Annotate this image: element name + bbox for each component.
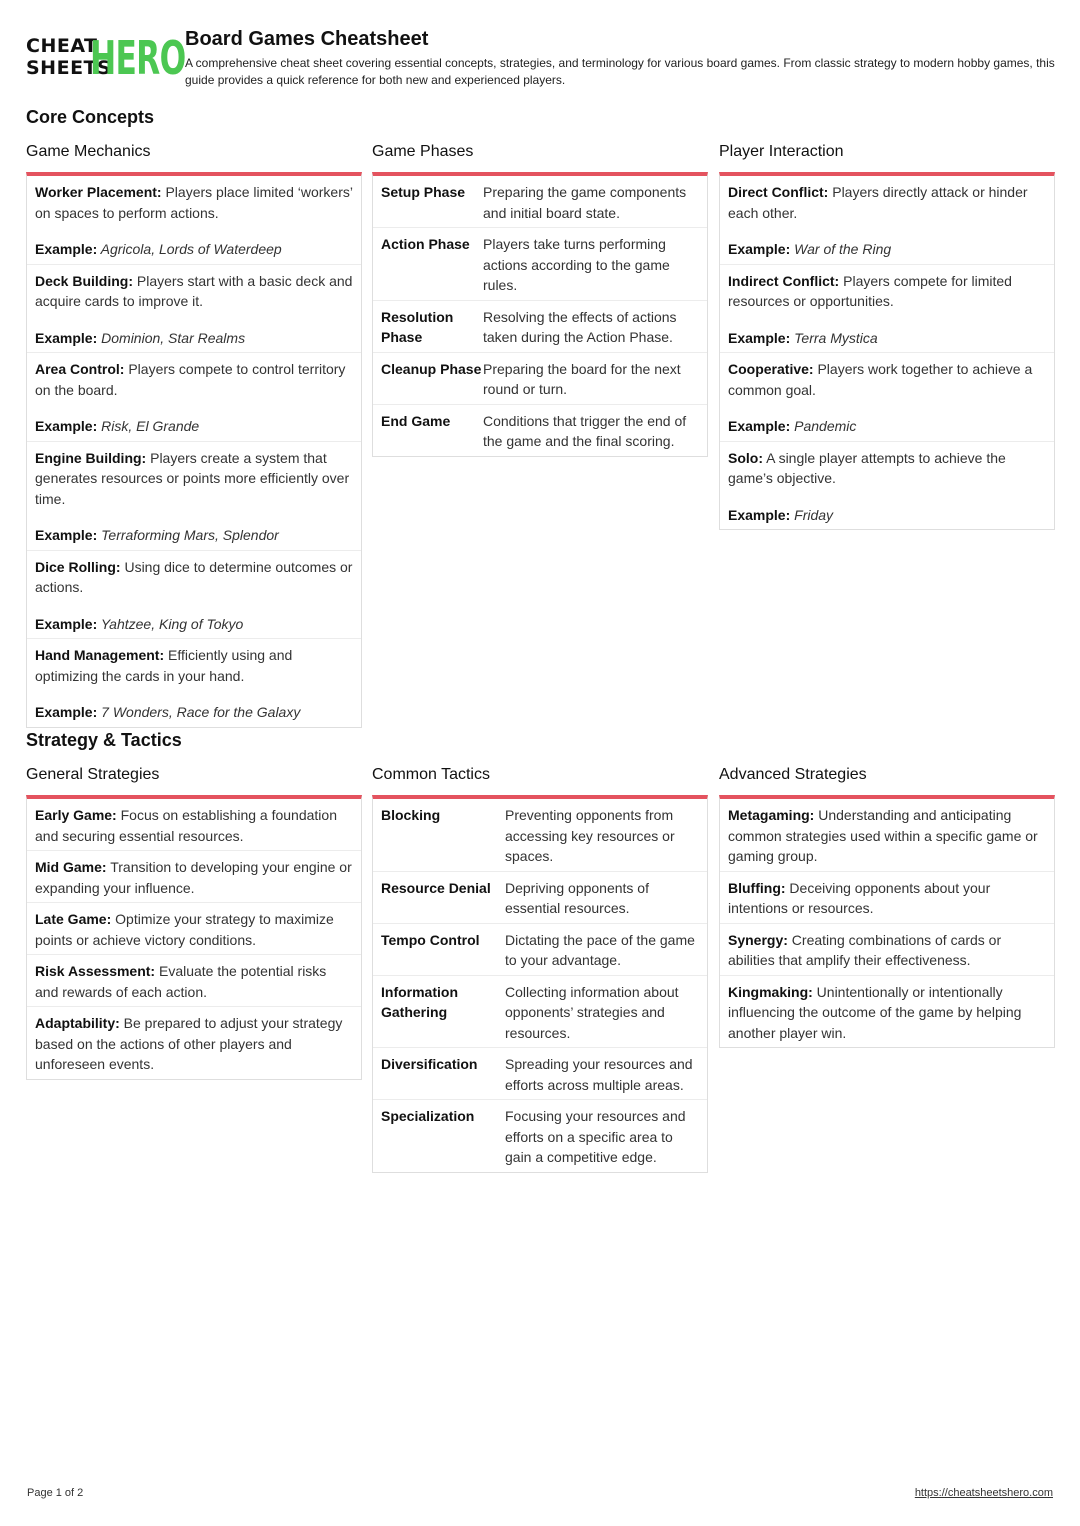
- example-label: Example:: [728, 329, 791, 346]
- card-general-strategies: [26, 795, 362, 1080]
- example-label: Example:: [728, 506, 791, 523]
- page-title: Board Games Cheatsheet: [185, 28, 429, 50]
- table-key: Blocking: [381, 807, 441, 823]
- list-item: [720, 872, 1054, 924]
- table-key: Setup Phase: [381, 184, 466, 200]
- definition: Players create a system that generates resources or points more efficiently over time.: [35, 449, 350, 507]
- table-value: Conditions that trigger the end of the game and the final scoring.: [483, 412, 687, 449]
- definition: Players start with a basic deck and acquire cards to improve it.: [35, 272, 353, 309]
- term: Hand Management:: [35, 647, 165, 663]
- term: Area Control:: [35, 361, 125, 377]
- table-row: [373, 799, 707, 872]
- heading-common-tactics: Common Tactics: [372, 766, 490, 783]
- term: Adaptability:: [35, 1015, 120, 1031]
- table-key: Specialization: [381, 1108, 475, 1124]
- list-item: [720, 799, 1054, 872]
- term: Solo:: [728, 449, 763, 466]
- list-item: [27, 799, 361, 851]
- table-key: Resource Denial: [381, 879, 491, 896]
- term: Mid Game:: [35, 859, 107, 875]
- logo-hero-text: HERO: [90, 31, 186, 85]
- list-item: [27, 265, 361, 354]
- card-advanced-strategies: [719, 795, 1055, 1048]
- term: Dice Rolling:: [35, 558, 121, 575]
- list-item: [720, 265, 1054, 354]
- example-label: Example:: [35, 527, 98, 543]
- example-text: 7 Wonders, Race for the Galaxy: [97, 704, 301, 720]
- term: Indirect Conflict:: [728, 272, 840, 289]
- table-row: [373, 353, 707, 405]
- definition: Efficiently using and optimizing the cards in your hand.: [35, 647, 293, 684]
- definition: Players compete to control territory on the board.: [35, 361, 346, 398]
- card-common-tactics: [372, 795, 708, 1173]
- list-item: [27, 955, 361, 1007]
- list-item: [720, 176, 1054, 265]
- example-text: Risk, El Grande: [97, 418, 200, 434]
- heading-player-interaction: Player Interaction: [719, 143, 844, 160]
- example-text: War of the Ring: [790, 241, 892, 257]
- example-label: Example:: [728, 241, 791, 257]
- table-value: Preparing the board for the next round or turn.: [483, 360, 681, 397]
- heading-advanced-strategies: Advanced Strategies: [719, 766, 867, 783]
- term: Early Game:: [35, 807, 117, 823]
- section-title-strategy-tactics: Strategy & Tactics: [26, 730, 182, 750]
- heading-game-phases: Game Phases: [372, 143, 474, 160]
- table-key: Cleanup Phase: [381, 360, 482, 377]
- example-label: Example:: [35, 418, 98, 434]
- definition: Transition to developing your engine or expanding your influence.: [35, 859, 352, 896]
- example-text: Yahtzee, King of Tokyo: [97, 615, 244, 632]
- table-row: [373, 405, 707, 456]
- table-row: [373, 1100, 707, 1172]
- definition: Players compete for limited resources or opportunities.: [728, 272, 1012, 309]
- page-number: Page 1 of 2: [27, 1487, 84, 1499]
- table-value: Players take turns performing actions according to the game rules.: [483, 236, 670, 293]
- cheatsheetshero-logo[interactable]: [26, 31, 186, 85]
- term: Late Game:: [35, 911, 112, 927]
- table-key: Tempo Control: [381, 931, 480, 948]
- list-item: [27, 903, 361, 955]
- site-link[interactable]: https://cheatsheetshero.com: [914, 1487, 1053, 1499]
- term: Direct Conflict:: [728, 184, 829, 200]
- table-key: Resolution Phase: [381, 308, 454, 345]
- list-item: [27, 176, 361, 265]
- table-value: Collecting information about opponents’ strategies and resources.: [505, 983, 679, 1041]
- term: Metagaming:: [728, 807, 815, 823]
- table-value: Focusing your resources and efforts on a specific area to gain a competitive edge.: [505, 1108, 686, 1165]
- list-item: [720, 442, 1054, 530]
- table-row: [373, 872, 707, 924]
- table-value: Preventing opponents from accessing key resources or spaces.: [505, 807, 675, 864]
- table-value: Depriving opponents of essential resources.: [505, 879, 649, 916]
- list-item: [720, 353, 1054, 442]
- list-item: [27, 442, 361, 551]
- card-game-mechanics: [26, 172, 362, 728]
- term: Risk Assessment:: [35, 963, 156, 979]
- example-label: Example:: [35, 704, 98, 720]
- term: Cooperative:: [728, 361, 814, 377]
- heading-general-strategies: General Strategies: [26, 766, 160, 783]
- table-row: [373, 301, 707, 353]
- definition: Using dice to determine outcomes or actions.: [35, 558, 353, 595]
- definition: Focus on establishing a foundation and securing essential resources.: [35, 807, 337, 844]
- example-text: Pandemic: [790, 418, 857, 434]
- term: Engine Building:: [35, 449, 147, 466]
- list-item: [27, 639, 361, 727]
- example-label: Example:: [35, 615, 98, 632]
- example-text: Friday: [790, 506, 834, 523]
- definition: A single player attempts to achieve the game’s objective.: [728, 449, 1006, 486]
- definition: Optimize your strategy to maximize points or achieve victory conditions.: [35, 911, 334, 948]
- term: Kingmaking:: [728, 983, 813, 1000]
- table-value: Dictating the pace of the game to your advantage.: [505, 931, 695, 968]
- logo-sheets-text: SHEETS: [26, 57, 112, 79]
- definition: Understanding and anticipating common strategies used within a specific game or gaming group.: [728, 807, 1038, 864]
- table-key: End Game: [381, 412, 451, 429]
- card-game-phases: [372, 172, 708, 457]
- list-item: [720, 976, 1054, 1048]
- definition: Evaluate the potential risks and rewards of each action.: [35, 963, 327, 1000]
- term: Worker Placement:: [35, 184, 162, 200]
- table-row: [373, 976, 707, 1049]
- example-label: Example:: [728, 418, 791, 434]
- table-row: [373, 176, 707, 228]
- definition: Deceiving opponents about your intentions or resources.: [728, 879, 991, 916]
- term: Synergy:: [728, 931, 788, 948]
- list-item: [27, 851, 361, 903]
- term: Bluffing:: [728, 879, 786, 896]
- section-title-core-concepts: Core Concepts: [26, 107, 155, 127]
- example-label: Example:: [35, 329, 98, 346]
- logo-cheat-text: CHEAT: [26, 35, 98, 57]
- page-header: [26, 28, 1056, 98]
- list-item: [27, 353, 361, 442]
- table-row: [373, 924, 707, 976]
- definition: Players directly attack or hinder each other.: [728, 184, 1028, 221]
- example-text: Terra Mystica: [790, 329, 878, 346]
- list-item: [27, 1007, 361, 1079]
- example-text: Dominion, Star Realms: [97, 329, 246, 346]
- definition: Players work together to achieve a common goal.: [728, 361, 1033, 398]
- table-value: Resolving the effects of actions taken during the Action Phase.: [483, 308, 677, 345]
- heading-game-mechanics: Game Mechanics: [26, 143, 151, 160]
- page-description: A comprehensive cheat sheet covering essential concepts, strategies, and terminology for various board games. From classic strategy to modern hobby games, this guide provides a quick reference for both new and experienced players.: [185, 56, 1055, 87]
- table-key: Action Phase: [381, 236, 470, 252]
- card-player-interaction: [719, 172, 1055, 530]
- definition: Unintentionally or intentionally influencing the outcome of the game by helping another player win.: [728, 983, 1022, 1041]
- example-text: Agricola, Lords of Waterdeep: [97, 241, 282, 257]
- table-key: Diversification: [381, 1056, 478, 1072]
- definition: Creating combinations of cards or abilities that amplify their effectiveness.: [728, 931, 1002, 968]
- term: Deck Building:: [35, 272, 134, 289]
- example-text: Terraforming Mars, Splendor: [97, 527, 279, 543]
- list-item: [720, 924, 1054, 976]
- table-key: Information Gathering: [381, 983, 458, 1020]
- table-value: Spreading your resources and efforts across multiple areas.: [505, 1056, 693, 1093]
- table-row: [373, 1048, 707, 1100]
- list-item: [27, 551, 361, 640]
- table-row: [373, 228, 707, 301]
- example-label: Example:: [35, 241, 98, 257]
- definition: Be prepared to adjust your strategy based on the actions of other players and unforeseen events.: [35, 1015, 343, 1072]
- definition: Players place limited ‘workers’ on spaces to perform actions.: [35, 184, 353, 221]
- table-value: Preparing the game components and initial board state.: [483, 184, 687, 221]
